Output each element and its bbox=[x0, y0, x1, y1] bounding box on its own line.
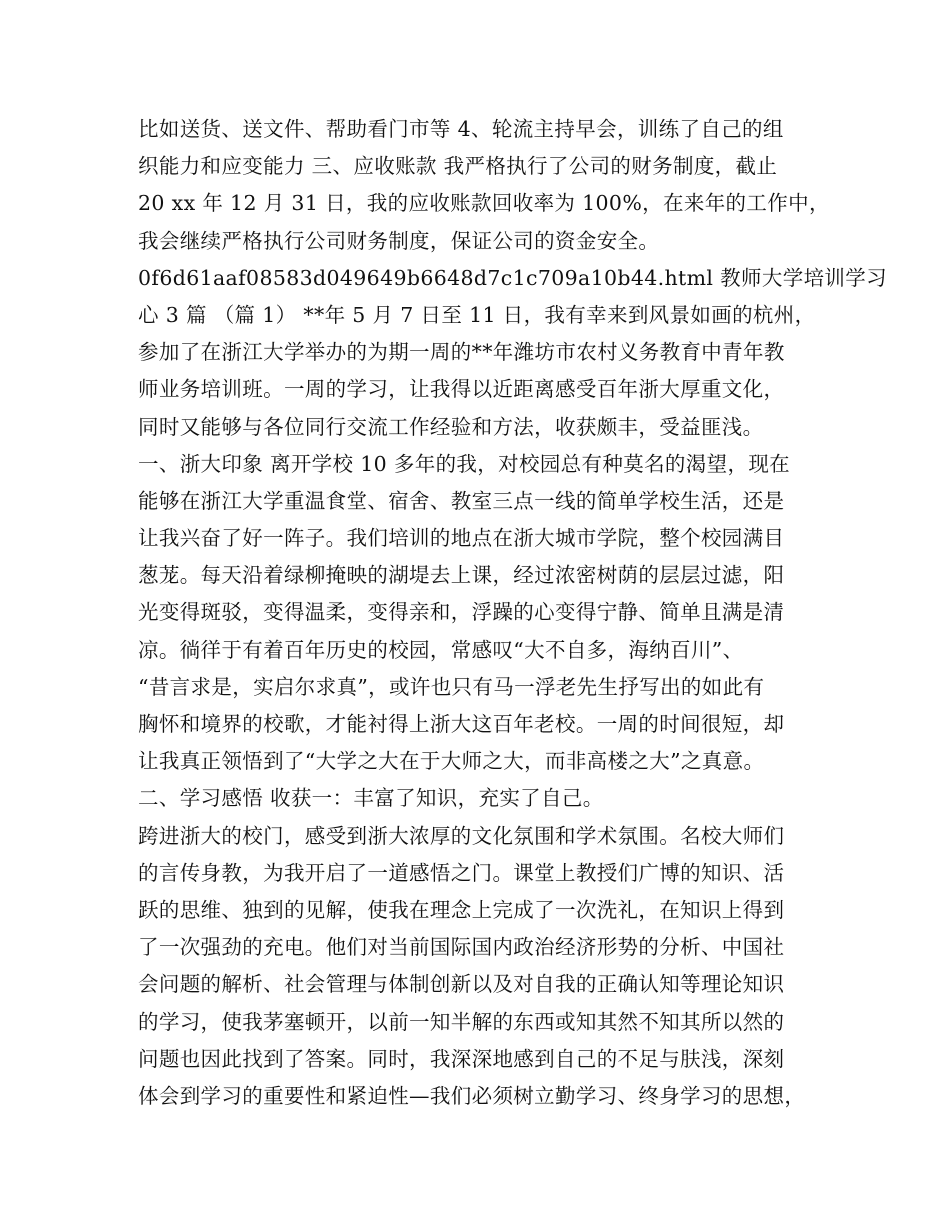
document-body-text bbox=[138, 111, 887, 1115]
text-line: 我会继续严格执行公司财务制度，保证公司的资金安全。 bbox=[138, 228, 660, 253]
text-line: 让我兴奋了好一阵子。我们培训的地点在浙大城市学院，整个校园满目 bbox=[138, 526, 785, 551]
text-line: 了一次强劲的充电。他们对当前国际国内政治经济形势的分析、中国社 bbox=[138, 935, 785, 960]
text-line: 心 3 篇 （篇 1） **年 5 月 7 日至 11 日，我有幸来到风景如画的杭州， bbox=[138, 302, 816, 327]
text-line: 体会到学习的重要性和紧迫性—我们必须树立勤学习、终身学习的思想， bbox=[138, 1083, 806, 1108]
text-line: 胸怀和境界的校歌，才能衬得上浙大这百年老校。一周的时间很短，却 bbox=[138, 712, 785, 736]
text-line: 跨进浙大的校门，感受到浙大浓厚的文化氛围和学术氛围。名校大师们 bbox=[138, 823, 785, 848]
text-line: 20 xx 年 12 月 31 日，我的应收账款回收率为 100%，在来年的工作中， bbox=[138, 191, 830, 216]
text-line: 让我真正领悟到了“大学之大在于大师之大，而非高楼之大”之真意。 bbox=[138, 749, 765, 774]
text-line: 0f6d61aaf08583d049649b6648d7c1c709a10b44.html 教师大学培训学习 bbox=[138, 265, 887, 290]
text-line: 能够在浙江大学重温食堂、宿舍、教室三点一线的简单学校生活，还是 bbox=[138, 488, 785, 513]
text-line: 织能力和应变能力 三、应收账款 我严格执行了公司的财务制度，截止 bbox=[138, 154, 778, 179]
text-line: 跃的思维、独到的见解，使我在理念上完成了一次洗礼，在知识上得到 bbox=[138, 897, 785, 922]
text-line: 的学习，使我茅塞顿开，以前一知半解的东西或知其然不知其所以然的 bbox=[138, 1009, 785, 1034]
text-line: 会问题的解析、社会管理与体制创新以及对自我的正确认知等理论知识 bbox=[138, 972, 785, 997]
text-line: 师业务培训班。一周的学习，让我得以近距离感受百年浙大厚重文化， bbox=[138, 377, 785, 402]
text-line: 的言传身教，为我开启了一道感悟之门。课堂上教授们广博的知识、活 bbox=[138, 860, 785, 885]
text-line: 凉。徜徉于有着百年历史的校园，常感叹“大不自多，海纳百川”、 bbox=[138, 637, 744, 662]
text-line: 二、学习感悟 收获一：丰富了知识，充实了自己。 bbox=[138, 786, 604, 811]
text-line: 光变得斑驳，变得温柔，变得亲和，浮躁的心变得宁静、简单且满是清 bbox=[138, 600, 785, 625]
text-line: 问题也因此找到了答案。同时，我深深地感到自己的不足与肤浅，深刻 bbox=[138, 1046, 785, 1071]
text-line: “昔言求是，实启尔求真”，或许也只有马一浮老先生抒写出的如此有 bbox=[138, 674, 765, 699]
text-line: 一、浙大印象 离开学校 10 多年的我，对校园总有种莫名的渴望，现在 bbox=[138, 451, 791, 476]
text-line: 比如送货、送文件、帮助看门市等 4、轮流主持早会，训练了自己的组 bbox=[138, 117, 784, 141]
text-line: 参加了在浙江大学举办的为期一周的**年潍坊市农村义务教育中青年教 bbox=[138, 340, 785, 365]
text-line: 同时又能够与各位同行交流工作经验和方法，收获颇丰，受益匪浅。 bbox=[138, 414, 764, 439]
text-line: 葱茏。每天沿着绿柳掩映的湖堤去上课，经过浓密树荫的层层过滤，阳 bbox=[138, 563, 785, 588]
